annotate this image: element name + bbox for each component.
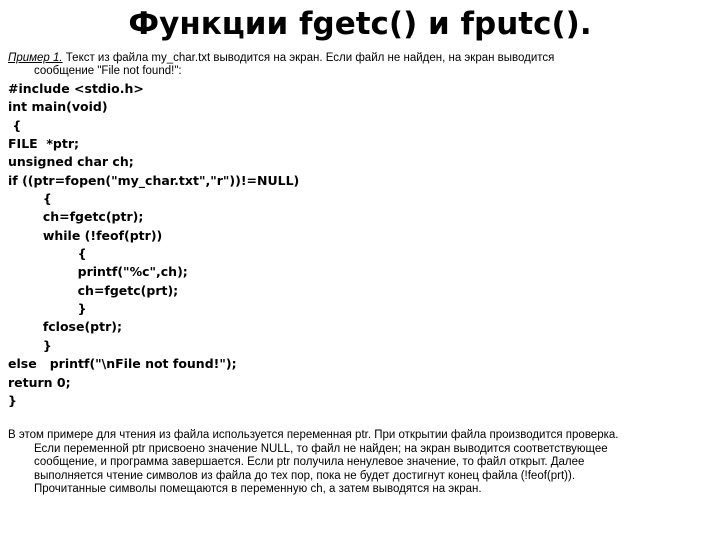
code-line: fclose(ptr); (8, 319, 122, 335)
description-first-line: В этом примере для чтения из файла используется переменная ptr. При открытии файла производится проверка. (8, 429, 619, 441)
description-line: Если переменной ptr присвоено значение NULL, то файл не найден; на экран выводится соответствующее (34, 442, 608, 455)
code-line: { (8, 246, 87, 262)
code-line: FILE *ptr; (8, 136, 80, 152)
code-line: } (8, 301, 87, 317)
code-line: { (8, 117, 22, 133)
description-line: сообщение, и программа завершается. Если ptr получила ненулевое значение, то файл открыт. Далее (34, 456, 585, 469)
code-line: while (!feof(ptr)) (8, 227, 163, 243)
code-line: else printf("\nFile not found!"); (8, 356, 237, 372)
code-line: ch=fgetc(prt); (8, 282, 179, 298)
example-label: Пример 1. (8, 52, 63, 64)
example-intro-continuation: сообщение "File not found!": (34, 65, 182, 77)
example-intro-text: Текст из файла my_char.txt выводится на экран. Если файл не найден, на экран выводится (62, 52, 555, 64)
code-line: #include <stdio.h> (8, 81, 144, 96)
description-line: выполняется чтение символов из файла до тех пор, пока не будет достигнут конец файла (!feof(prt)). (34, 469, 576, 482)
description-paragraph (8, 429, 708, 497)
code-line: printf("%c",ch); (8, 264, 188, 280)
example-intro-line (8, 52, 708, 65)
code-line: ch=fgetc(ptr); (8, 209, 144, 225)
code-line: { (8, 191, 52, 207)
code-line: } (8, 392, 17, 408)
example-intro (8, 52, 708, 78)
code-line: if ((ptr=fopen("my_char.txt","r"))!=NULL) (8, 172, 300, 188)
code-line: int main(void) (8, 99, 108, 115)
code-line: } (8, 337, 52, 353)
code-line: unsigned char ch; (8, 154, 134, 170)
code-listing (8, 80, 608, 410)
code-line: return 0; (8, 374, 71, 390)
slide-title: Функции fgetc() и fputc(). (128, 6, 592, 42)
description-line: Прочитанные символы помещаются в переменную ch, а затем выводятся на экран. (34, 483, 482, 496)
